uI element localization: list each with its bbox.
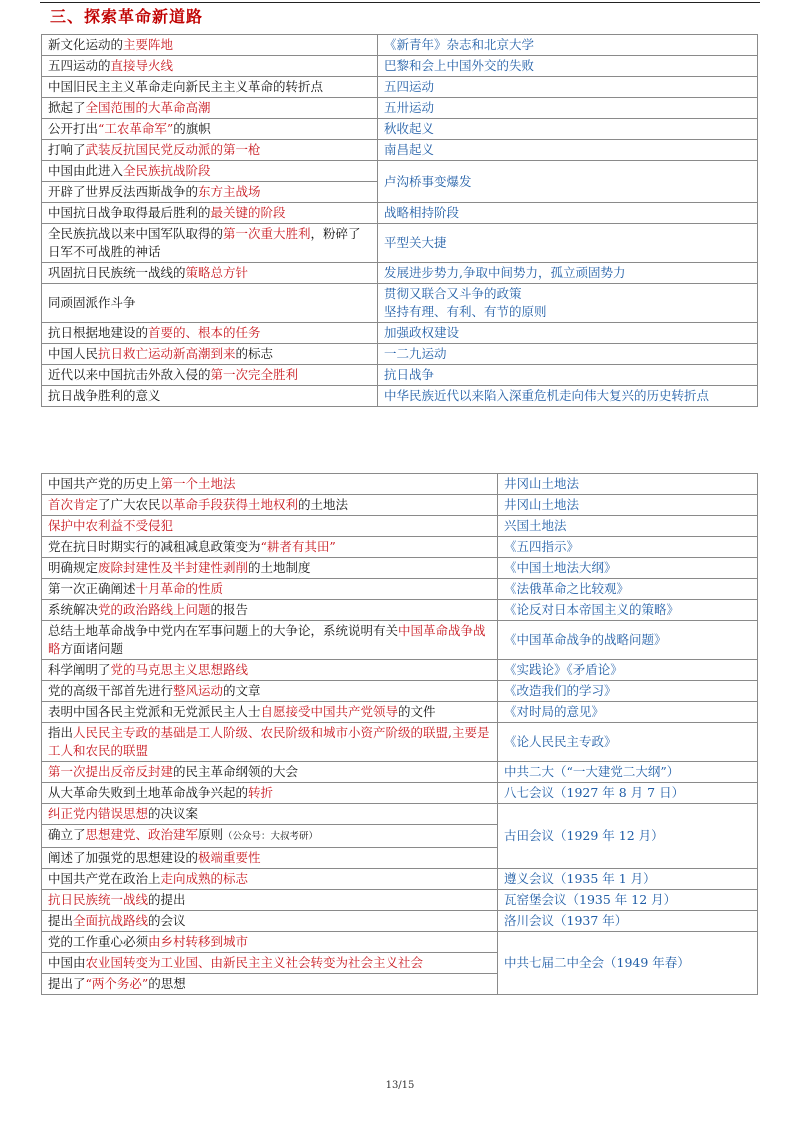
table-row [42,516,758,537]
table-row [42,537,758,558]
text-segment: 指出 [48,725,74,740]
key-phrase: 直接导火线 [110,58,174,73]
question-cell [42,558,498,579]
key-phrase: 党的马克思主义思想路线 [110,662,249,677]
text-segment: ，粉碎了日军不可战胜的神话 [48,226,361,259]
table-row [42,365,758,386]
text-segment: 原则 [198,827,224,842]
text-segment: 的文件 [398,704,436,719]
answer-cell: 《中国土地法大纲》 [498,558,758,579]
text-segment: 中国旧民主主义革命走向新民主主义革命的转折点 [48,79,324,94]
text-segment: 公开打出 [48,121,99,136]
answer-cell: 洛川会议（1937 年） [498,911,758,932]
table-row [42,203,758,224]
table-row [42,77,758,98]
text-segment: 同顽固派作斗争 [48,295,136,310]
key-phrase: 东方主战场 [198,184,261,199]
key-phrase: 废除封建性及半封建性剥削 [98,560,249,575]
text-segment: 近代以来中国抗击外敌入侵的 [48,367,211,382]
table-row [42,56,758,77]
question-cell [42,600,498,621]
key-phrase: 抗日救亡运动新高潮到来 [98,346,236,361]
answer-cell [378,284,758,323]
question-cell [42,263,378,284]
question-cell [42,474,498,495]
key-phrase: 党的政治路线上问题 [98,602,211,617]
table-row [42,911,758,932]
table-row [42,119,758,140]
answer-cell: 中共二大（“一大建党二大纲”） [498,762,758,783]
question-cell [42,702,498,723]
text-segment: 第一次正确阐述 [48,581,136,596]
key-phrase: 保护中农利益不受侵犯 [48,518,174,533]
answer-cell: 平型关大捷 [378,224,758,263]
key-phrase: “耕者有其田” [260,539,336,554]
table-row [42,579,758,600]
table-row [42,932,758,953]
text-segment: 确立了 [48,827,86,842]
answer-cell: 《中国革命战争的战略问题》 [498,621,758,660]
table-row [42,621,758,660]
answer-cell: 《论反对日本帝国主义的策略》 [498,600,758,621]
question-cell [42,203,378,224]
question-cell [42,660,498,681]
text-segment: 方面诸问题 [60,641,124,656]
answer-cell: 《改造我们的学习》 [498,681,758,702]
key-phrase: 人民民主专政的基础是工人阶级、农民阶级和城市小资产阶级的联盟,主要是工人和农民的联盟 [48,725,490,758]
text-segment: 中国人民 [48,346,99,361]
text-segment: 中国由此进入 [48,163,124,178]
table-row [42,495,758,516]
answer-line: 坚持有理、有利、有节的原则 [384,304,547,319]
question-cell [42,762,498,783]
question-cell [42,783,498,804]
question-cell [42,344,378,365]
question-cell [42,804,498,825]
text-segment: 的思想 [148,976,186,991]
text-segment: 五四运动的 [48,58,111,73]
question-cell [42,224,378,263]
question-cell [42,182,378,203]
text-segment: 的土地制度 [248,560,311,575]
table-row [42,98,758,119]
text-segment: 新文化运动的 [48,37,124,52]
text-segment: 提出 [48,913,74,928]
text-segment: 明确规定 [48,560,99,575]
answer-cell: 战略相持阶段 [378,203,758,224]
text-segment: 的标志 [235,346,274,361]
text-segment: 的旗帜 [173,121,211,136]
question-cell [42,848,498,869]
key-phrase: 由乡村转移到城市 [148,934,249,949]
answer-cell: 卢沟桥事变爆发 [378,161,758,203]
table-row [42,224,758,263]
table-row [42,140,758,161]
answer-cell: 发展进步势力,争取中间势力，孤立顽固势力 [378,263,758,284]
question-cell [42,323,378,344]
question-cell [42,495,498,516]
text-segment: 掀起了 [48,100,86,115]
question-cell [42,890,498,911]
key-phrase: 纠正党内错误思想 [48,806,149,821]
question-cell [42,140,378,161]
text-segment: 的文章 [223,683,261,698]
page-number: 13/15 [385,1080,415,1091]
question-cell [42,974,498,995]
answer-cell: 遵义会议（1935 年 1 月） [498,869,758,890]
table-row [42,35,758,56]
key-phrase: 策略总方针 [185,265,249,280]
question-cell [42,537,498,558]
table-row [42,762,758,783]
key-phrase: 中国革命战争战略 [48,623,486,656]
question-cell [42,869,498,890]
key-phrase: 第一次提出反帝反封建 [48,764,174,779]
text-segment: 巩固抗日民族统一战线的 [48,265,186,280]
question-cell [42,98,378,119]
answer-cell: 五四运动 [378,77,758,98]
key-phrase: 极端重要性 [198,850,261,865]
question-cell [42,723,498,762]
text-segment: 中国由 [48,955,86,970]
key-phrase: 第一次完全胜利 [210,367,299,382]
text-segment: 总结土地革命战争中党内在军事问题上的大争论，系统说明有关 [48,623,399,638]
answer-cell: 加强政权建设 [378,323,758,344]
key-phrase: “两个务必” [85,976,149,991]
answer-cell: 《对时局的意见》 [498,702,758,723]
text-segment: 的提出 [148,892,186,907]
answer-cell: 中华民族近代以来陷入深重危机走向伟大复兴的历史转折点 [378,386,758,407]
key-phrase: 主要阵地 [123,37,174,52]
text-segment: 党在抗日时期实行的减租减息政策变为 [48,539,261,554]
text-segment: 表明中国各民主党派和无党派民主人士 [48,704,261,719]
key-phrase: 转折 [248,785,274,800]
watermark-note: （公众号：大叔考研） [223,831,319,842]
question-cell [42,35,378,56]
table-row [42,344,758,365]
answer-cell: 巴黎和会上中国外交的失败 [378,56,758,77]
text-segment: 的民主革命纲领的大会 [173,764,299,779]
text-segment: 科学阐明了 [48,662,111,677]
table-row [42,284,758,323]
answer-cell: 《法俄革命之比较观》 [498,579,758,600]
key-phrase: 整风运动 [173,683,224,698]
key-phrase: 首要的、根本的任务 [148,325,261,340]
text-segment: 打响了 [48,142,86,157]
text-segment: 的会议 [148,913,186,928]
table-row [42,869,758,890]
key-phrase: 最关键的阶段 [210,205,286,220]
table-row [42,558,758,579]
answer-cell: 古田会议（1929 年 12 月） [498,804,758,869]
text-segment: 党的工作重心必须 [48,934,149,949]
text-segment: 抗日战争胜利的意义 [48,388,161,403]
answer-cell: 秋收起义 [378,119,758,140]
question-cell [42,681,498,702]
question-cell [42,365,378,386]
text-segment: 全民族抗战以来中国军队取得的 [48,226,224,241]
table-row [42,804,758,825]
answer-cell: 井冈山土地法 [498,474,758,495]
answer-cell: 一二九运动 [378,344,758,365]
question-cell [42,932,498,953]
table-row [42,681,758,702]
question-cell [42,911,498,932]
answer-cell: 《五四指示》 [498,537,758,558]
question-cell [42,119,378,140]
answer-cell: 五卅运动 [378,98,758,119]
question-cell [42,579,498,600]
section-heading: 三、探索革命新道路 [50,7,204,26]
text-segment: 党的高级干部首先进行 [48,683,174,698]
key-phrase: 抗日民族统一战线 [48,892,149,907]
table-row [42,890,758,911]
answer-cell: 八七会议（1927 年 8 月 7 日） [498,783,758,804]
table-row [42,386,758,407]
key-phrase: 农业国转变为工业国、由新民主主义社会转变为社会主义社会 [85,955,424,970]
key-phrase: 以革命手段获得土地权利 [160,497,299,512]
answer-line: 贯彻又联合又斗争的政策 [384,286,522,301]
text-segment: 从大革命失败到土地革命战争兴起的 [48,785,249,800]
answer-cell: 井冈山土地法 [498,495,758,516]
answer-cell: 兴国土地法 [498,516,758,537]
answer-cell: 中共七届二中全会（1949 年春） [498,932,758,995]
question-cell [42,953,498,974]
question-cell [42,161,378,182]
table-row [42,723,758,762]
table-row [42,702,758,723]
text-segment: 的决议案 [148,806,199,821]
table-row [42,600,758,621]
question-cell [42,621,498,660]
answer-cell: 《实践论》《矛盾论》 [498,660,758,681]
key-phrase: 全国范围的大革命高潮 [85,100,211,115]
key-phrase: “工农革命军” [98,121,174,136]
text-segment: 了广大农民 [98,497,161,512]
text-segment: 中国抗日战争取得最后胜利的 [48,205,211,220]
text-segment: 中国共产党在政治上 [48,871,161,886]
key-phrase: 全面抗战路线 [73,913,149,928]
question-cell [42,386,378,407]
text-segment: 提出了 [48,976,86,991]
table-row [42,161,758,182]
key-phrase: 首次肯定 [48,497,99,512]
text-segment: 中国共产党的历史上 [48,476,161,491]
question-cell [42,77,378,98]
key-phrase: 第一次重大胜利 [223,226,311,241]
table-row [42,660,758,681]
question-cell [42,56,378,77]
text-segment: 开辟了世界反法西斯战争的 [48,184,199,199]
key-phrase: 武装反抗国民党反动派的第一枪 [85,142,261,157]
key-phrase: 思想建党、政治建军 [85,827,199,842]
table-row [42,323,758,344]
question-cell [42,516,498,537]
table-row [42,783,758,804]
table-revolution-events [41,34,758,407]
text-segment: 系统解决 [48,602,99,617]
answer-cell: 《新青年》杂志和北京大学 [378,35,758,56]
table-row [42,263,758,284]
key-phrase: 全民族抗战阶段 [123,163,211,178]
text-segment: 阐述了加强党的思想建设的 [48,850,199,865]
key-phrase: 自愿接受中国共产党领导 [260,704,399,719]
question-cell [42,284,378,323]
top-rule [40,2,760,3]
table-party-documents [41,473,758,995]
answer-cell: 《论人民民主专政》 [498,723,758,762]
question-cell [42,825,498,848]
key-phrase: 十月革命的性质 [135,581,224,596]
answer-cell: 抗日战争 [378,365,758,386]
answer-cell: 瓦窑堡会议（1935 年 12 月） [498,890,758,911]
text-segment: 的报告 [210,602,249,617]
text-segment: 的土地法 [298,497,349,512]
key-phrase: 走向成熟的标志 [160,871,249,886]
answer-cell: 南昌起义 [378,140,758,161]
text-segment: 抗日根据地建设的 [48,325,149,340]
table-row [42,474,758,495]
key-phrase: 第一个土地法 [160,476,236,491]
